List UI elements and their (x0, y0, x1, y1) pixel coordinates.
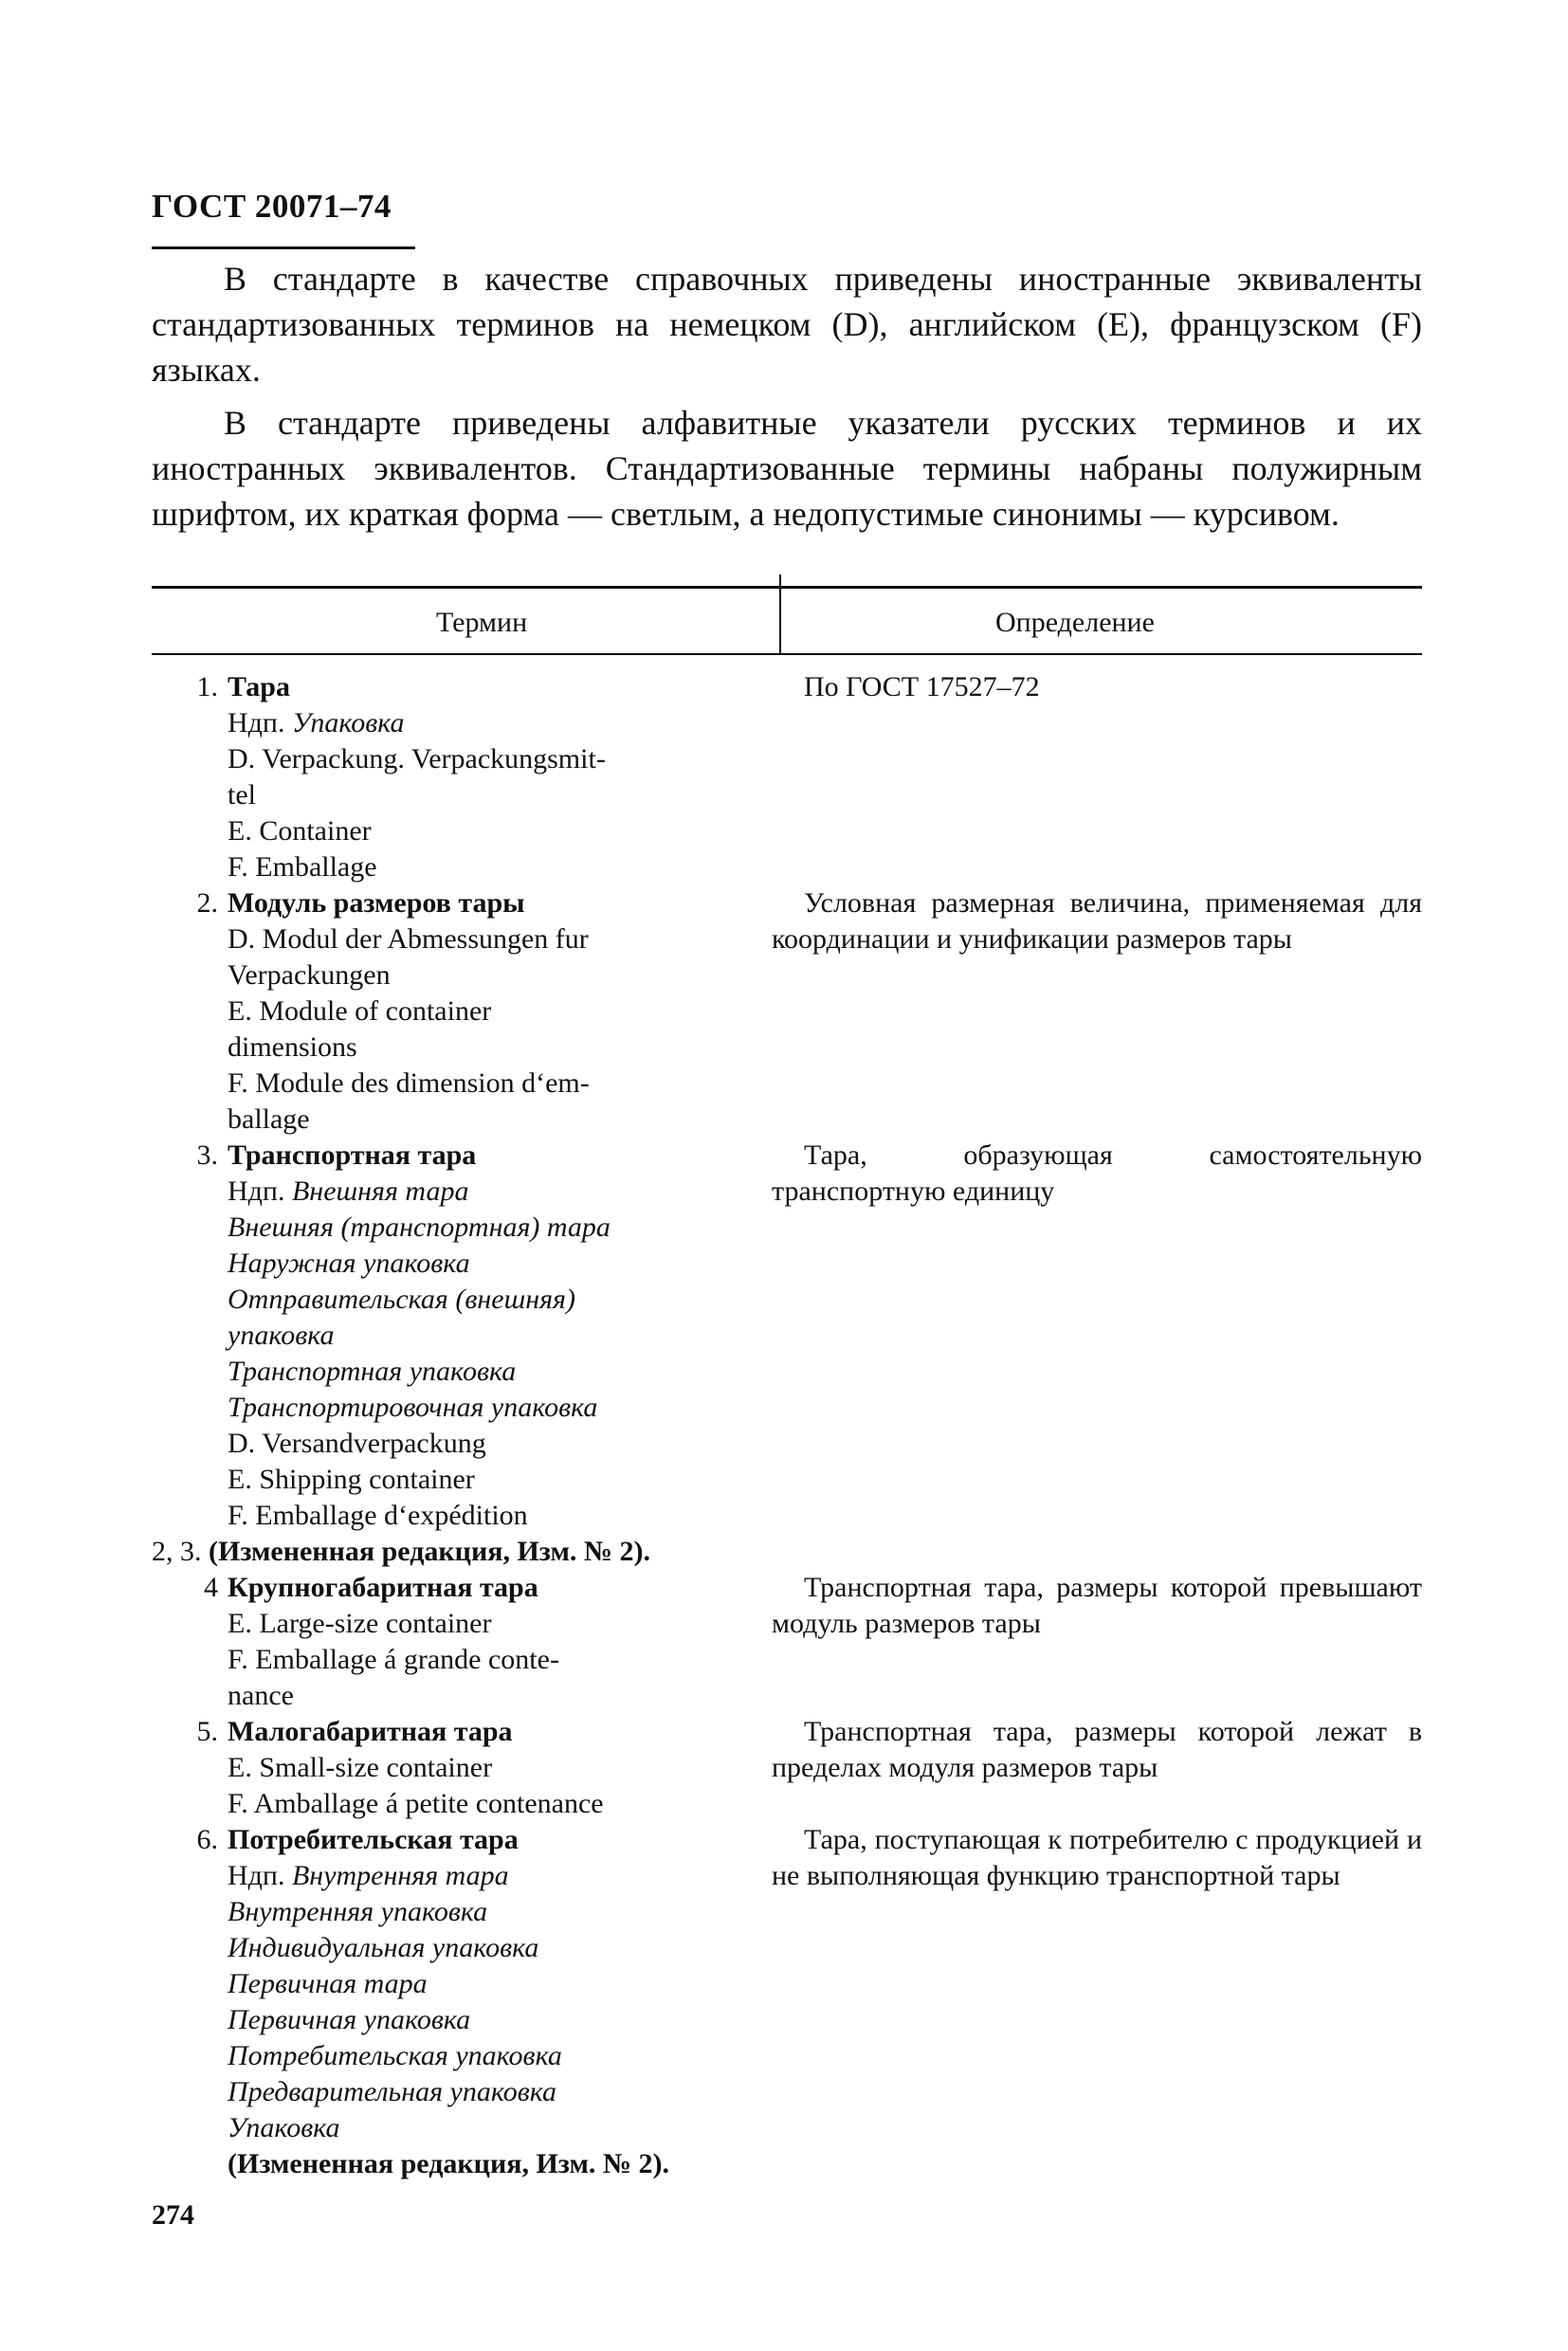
rejected-synonym: Предварительная упаковка (228, 2076, 557, 2107)
definition-cell (772, 669, 1422, 705)
rejected-synonym: Первичная тара (228, 1968, 428, 1999)
term-number: 1. (196, 671, 218, 702)
intro-paragraph-2: В стандарте приведены алфавитные указатели русских терминов и их иностранных эквивалентов. Стандартизованные термины набраны полужирным шрифтом, их краткая форма — светлым, а недопустимые синонимы — курсивом. (152, 404, 1422, 533)
foreign-equivalent: D. Versandverpackung (228, 1428, 486, 1459)
amendment-note: (Измененная редакция, Изм. № 2). (228, 2148, 670, 2179)
rejected-synonym: Наружная упаковка (228, 1248, 470, 1279)
rejected-synonym: Транспортная упаковка (228, 1356, 517, 1387)
foreign-equivalent: Verpackungen (228, 959, 391, 991)
foreign-equivalent: E. Container (228, 815, 372, 847)
definition-text: Транспортная тара, размеры которой превышают модуль размеров тары (772, 1572, 1422, 1639)
definition-text: По ГОСТ 17527–72 (804, 671, 1040, 702)
rejected-synonym: Потребительская упаковка (228, 2040, 562, 2071)
definition-text: Тара, образующая самостоятельную транспортную единицу (772, 1139, 1422, 1207)
foreign-equivalent: F. Module des dimension d‘em- (228, 1067, 590, 1099)
term-name: Транспортная тара (228, 1139, 477, 1171)
ndp-term: Внешняя тара (291, 1176, 469, 1207)
definition-text: Транспортная тара, размеры которой лежат в пределах модуля размеров тары (772, 1716, 1422, 1783)
term-cell (228, 669, 777, 885)
foreign-equivalent: ballage (228, 1103, 310, 1135)
foreign-equivalent: F. Emballage á grande conte- (228, 1644, 559, 1675)
intro-text (152, 256, 1422, 544)
foreign-equivalent: nance (228, 1680, 294, 1711)
foreign-equivalent: F. Amballage á petite contenance (228, 1788, 604, 1819)
term-cell (228, 1714, 777, 1822)
term-name: Крупногабаритная тара (228, 1572, 538, 1603)
ndp-term: Внутренняя тара (291, 1860, 509, 1891)
rejected-synonym (228, 1174, 777, 1210)
ndp-label: Ндп. (228, 1176, 285, 1207)
ndp-label: Ндп. (228, 1860, 285, 1891)
foreign-equivalent: D. Verpackung. Verpackungsmit- (228, 743, 606, 775)
intro-paragraph-1: В стандарте в качестве справочных приведены иностранные эквиваленты стандартизованных терминов на немецком (D), английском (E), французском (F) языках. (152, 260, 1422, 389)
term-number: 3. (196, 1139, 218, 1171)
term-name: Малогабаритная тара (228, 1716, 513, 1747)
term-cell (228, 885, 777, 1138)
term-cell (228, 1138, 777, 1534)
definition-cell (772, 885, 1422, 957)
term-cell (228, 1822, 777, 2146)
definition-cell (772, 1570, 1422, 1642)
amendment-note (152, 1534, 650, 1570)
foreign-equivalent: E. Shipping container (228, 1464, 475, 1495)
rejected-synonym: Внутренняя упаковка (228, 1896, 488, 1927)
foreign-equivalent: F. Emballage (228, 851, 377, 883)
definition-text: Условная размерная величина, применяемая для координации и унификации размеров тары (772, 887, 1422, 955)
rejected-synonym (228, 705, 777, 741)
rejected-synonym: Первичная упаковка (228, 2004, 471, 2035)
rejected-synonym (228, 1858, 777, 1894)
ndp-term: Упаковка (291, 707, 405, 738)
foreign-equivalent: E. Large-size container (228, 1608, 492, 1639)
ndp-label: Ндп. (228, 707, 285, 738)
document-page (152, 0, 1422, 2351)
term-name: Модуль размеров тары (228, 887, 525, 919)
page-number: 274 (152, 2199, 194, 2231)
foreign-equivalent: D. Modul der Abmessungen fur (228, 923, 589, 955)
standard-code: ГОСТ 20071–74 (152, 188, 392, 225)
definition-text: Тара, поступающая к потребителю с продукцией и не выполняющая функцию транспортной тары (772, 1824, 1422, 1891)
foreign-equivalent: E. Small-size container (228, 1752, 493, 1783)
definition-cell (772, 1714, 1422, 1786)
foreign-equivalent: E. Module of container (228, 995, 492, 1027)
foreign-equivalent: dimensions (228, 1031, 357, 1063)
rejected-synonym: упаковка (228, 1320, 335, 1351)
term-number: 5. (196, 1716, 218, 1747)
term-number: 4 (204, 1572, 218, 1603)
column-header-definition: Определение (995, 607, 1155, 638)
rejected-synonym: Транспортировочная упаковка (228, 1392, 598, 1423)
foreign-equivalent: tel (228, 779, 256, 811)
term-name: Потребительская тара (228, 1824, 519, 1855)
rejected-synonym: Индивидуальная упаковка (228, 1932, 539, 1963)
table-header-bottom-rule (152, 653, 1422, 655)
header-underline (152, 246, 415, 249)
rejected-synonym: Отправительская (внешняя) (228, 1284, 575, 1315)
term-number: 2. (196, 887, 218, 919)
note-text: (Измененная редакция, Изм. № 2). (209, 1536, 651, 1567)
note-numbers: 2, 3. (152, 1536, 202, 1567)
table-header-divider (779, 574, 781, 653)
definition-cell (772, 1822, 1422, 1894)
rejected-synonym: Упаковка (228, 2112, 340, 2143)
term-number: 6. (196, 1824, 218, 1855)
foreign-equivalent: F. Emballage d‘expédition (228, 1500, 528, 1531)
table-top-rule (152, 586, 1422, 589)
term-name: Тара (228, 671, 290, 702)
rejected-synonym: Внешняя (транспортная) тара (228, 1212, 611, 1243)
term-cell (228, 1570, 777, 1714)
column-header-term: Термин (436, 607, 528, 638)
definition-cell (772, 1138, 1422, 1210)
